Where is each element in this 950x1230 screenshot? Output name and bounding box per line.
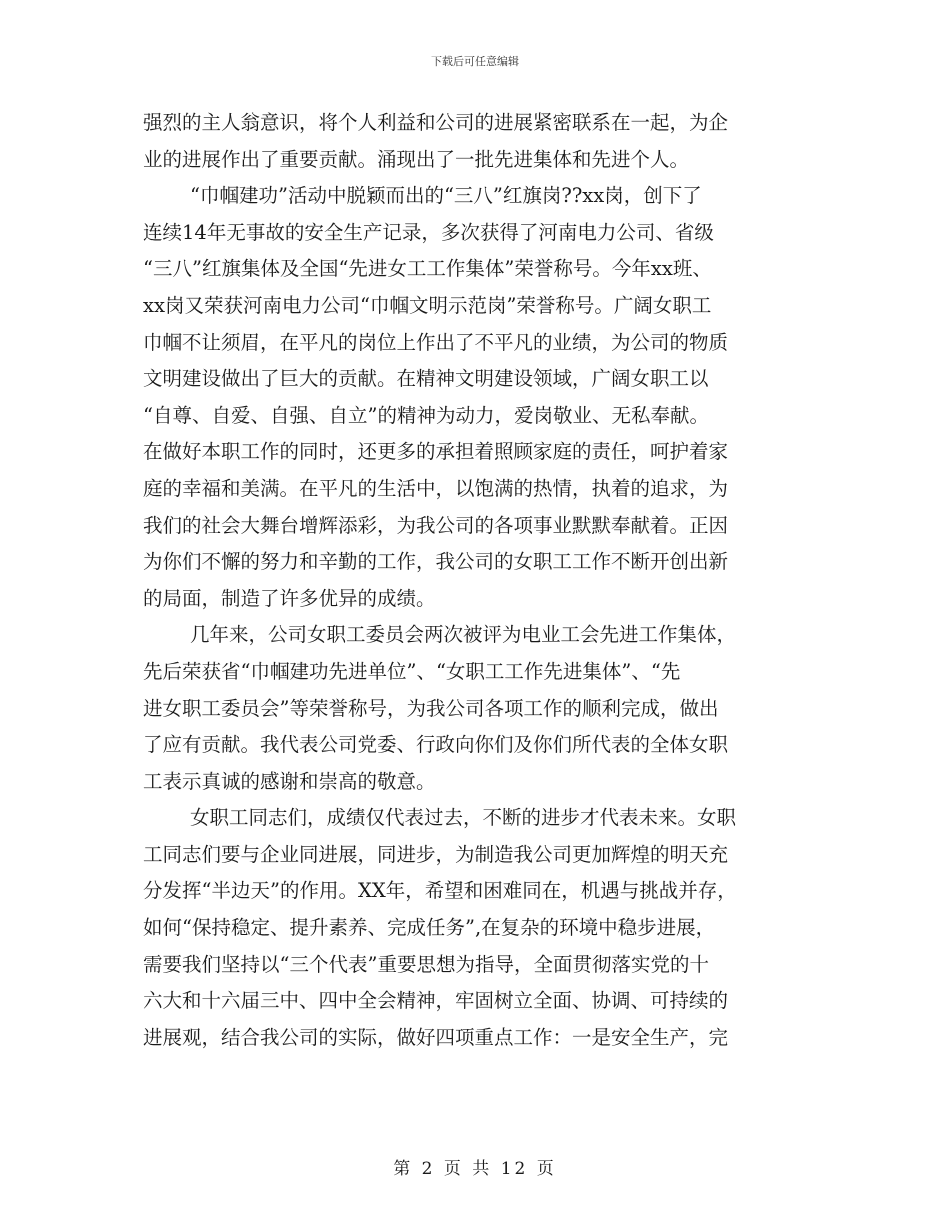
text-line: 文明建设做出了巨大的贡献。在精神文明建设领域，广阔女职工以 (143, 367, 709, 391)
text-line: 六大和十六届三中、四中全会精神，牢固树立全面、协调、可持续的 (143, 989, 729, 1013)
document-body (143, 105, 805, 1056)
text-line: 工表示真诚的感谢和崇高的敬意。 (143, 769, 436, 793)
text-line: 进女职工委员会”等荣誉称号，为我公司各项工作的顺利完成，做出 (143, 696, 719, 720)
text-line: 业的进展作出了重要贡献。涌现出了一批先进集体和先进个人。 (143, 147, 690, 171)
page-number: 第 2 页 共 12 页 (393, 1159, 557, 1179)
text-line: 在做好本职工作的同时，还更多的承担着照顾家庭的责任，呵护着家 (143, 440, 729, 464)
paragraph (143, 105, 805, 178)
text-line: 我们的社会大舞台增辉添彩，为我公司的各项事业默默奉献着。正因 (143, 513, 729, 537)
text-line: xx岗又荣获河南电力公司“巾帼文明示范岗”荣誉称号。广阔女职工 (143, 293, 712, 317)
text-line: 巾帼不让须眉，在平凡的岗位上作出了不平凡的业绩，为公司的物质 (143, 330, 729, 354)
text-line: “三八”红旗集体及全国“先进女工工作集体”荣誉称号。今年xx班、 (143, 257, 712, 281)
text-line: 工同志们要与企业同进展，同进步，为制造我公司更加辉煌的明天充 (143, 842, 729, 866)
text-line: 连续14年无事故的安全生产记录，多次获得了河南电力公司、省级 (143, 220, 714, 244)
text-line: 庭的幸福和美满。在平凡的生活中，以饱满的热情，执着的追求，为 (143, 476, 729, 500)
text-line: 先后荣获省“巾帼建功先进单位”、“女职工工作先进集体”、“先 (143, 659, 681, 683)
paragraph (143, 617, 805, 800)
text-line: 几年来，公司女职工委员会两次被评为电业工会先进工作集体， (190, 623, 737, 647)
text-line: 分发挥“半边天”的作用。XX年，希望和困难同在，机遇与挑战并存， (143, 879, 737, 903)
text-line: 了应有贡献。我代表公司党委、行政向你们及你们所代表的全体女职 (143, 733, 729, 757)
text-line: 女职工同志们，成绩仅代表过去，不断的进步才代表未来。女职 (190, 806, 737, 830)
text-line: 需要我们坚持以“三个代表”重要思想为指导，全面贯彻落实党的十 (143, 952, 709, 976)
text-line: 如何“保持稳定、提升素养、完成任务”,在复杂的环境中稳步进展， (143, 916, 716, 940)
text-line: “自尊、自爱、自强、自立”的精神为动力，爱岗敬业、无私奉献。 (143, 403, 709, 427)
text-line: 进展观，结合我公司的实际，做好四项重点工作：一是安全生产，完 (143, 1025, 729, 1049)
text-line: “巾帼建功”活动中脱颖而出的“三八”红旗岗??xx岗，创下了 (190, 184, 702, 208)
text-line: 强烈的主人翁意识，将个人利益和公司的进展紧密联系在一起，为企 (143, 111, 729, 134)
header-note: 下载后可任意编辑 (431, 55, 519, 68)
paragraph (143, 800, 805, 1056)
paragraph (143, 178, 805, 617)
text-line: 的局面，制造了许多优异的成绩。 (143, 586, 436, 610)
text-line: 为你们不懈的努力和辛勤的工作，我公司的女职工工作不断开创出新 (143, 550, 729, 574)
